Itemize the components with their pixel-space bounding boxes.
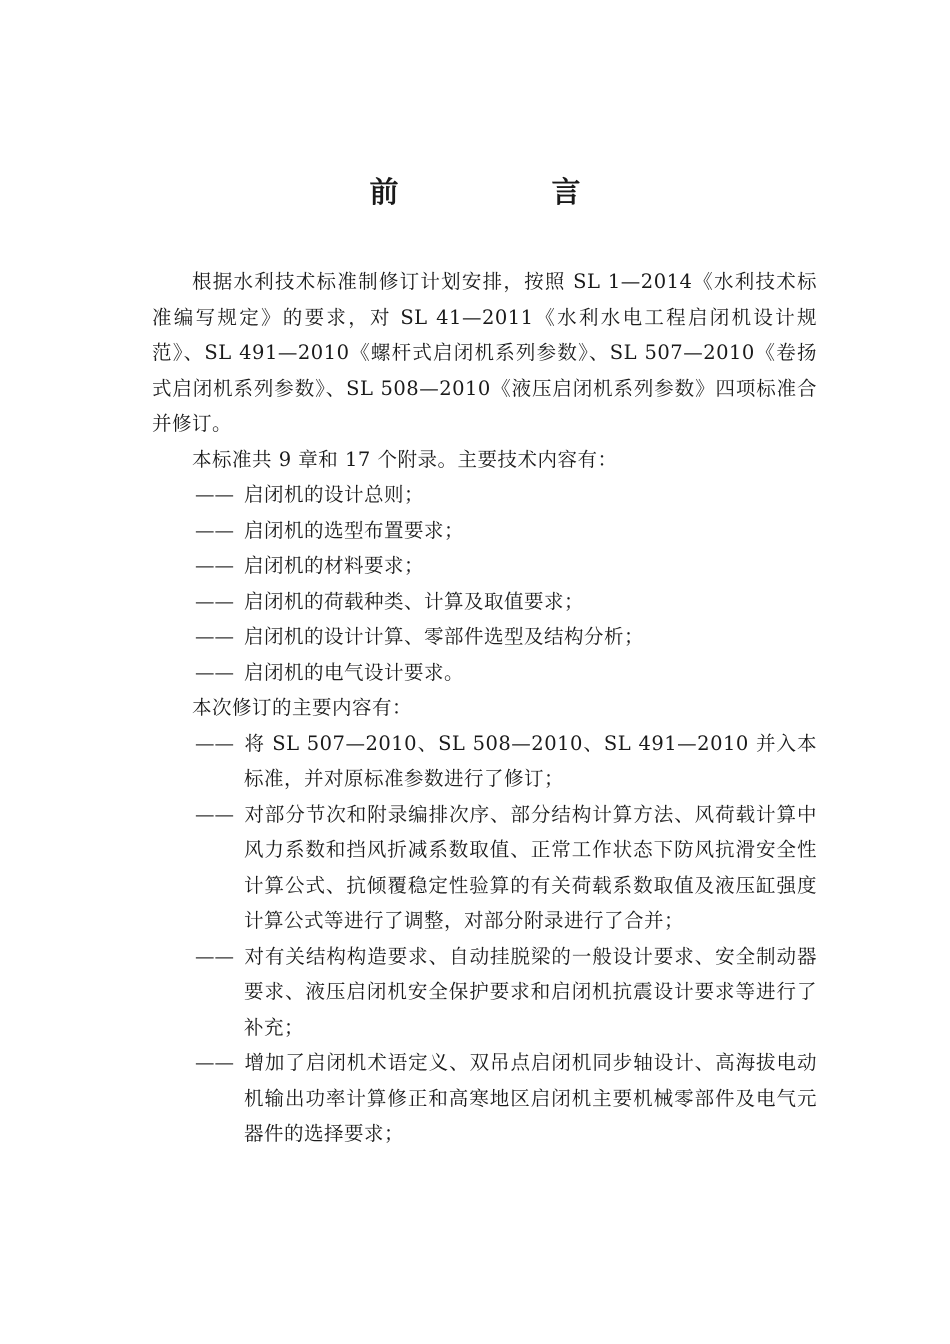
list-item bbox=[152, 1045, 817, 1152]
list-item bbox=[152, 655, 817, 691]
list-item bbox=[152, 726, 817, 797]
list-item bbox=[152, 939, 817, 1046]
revision-list bbox=[152, 726, 817, 1152]
list-item bbox=[152, 477, 817, 513]
list-item-text: 启闭机的设计总则； bbox=[244, 483, 425, 506]
dash-marker: —— bbox=[195, 731, 234, 755]
dash-marker: —— bbox=[195, 554, 234, 577]
dash-marker: —— bbox=[195, 483, 234, 506]
page-title: 前 言 bbox=[369, 175, 643, 209]
paragraph-contents-intro: 本标准共 9 章和 17 个附录。主要技术内容有： bbox=[192, 447, 618, 471]
list-item bbox=[152, 548, 817, 584]
list-item bbox=[152, 797, 817, 939]
list-item-text: 启闭机的设计计算、零部件选型及结构分析； bbox=[244, 625, 645, 648]
list-item-text: 启闭机的电气设计要求。 bbox=[244, 660, 465, 684]
list-item bbox=[152, 513, 817, 549]
paragraph-background: 根据水利技术标准制修订计划安排，按照 SL 1—2014《水利技术标准编写规定》的要求，对 SL 41—2011《水利水电工程启闭机设计规范》、SL 491—2010《螺杆式启闭机系列参数》、SL 507—2010《卷扬式启闭机系列参数》、SL 508—2010《液压启闭机系列参数》四项标准合并修订。 bbox=[152, 270, 817, 435]
dash-marker: —— bbox=[195, 518, 234, 542]
list-item-text: 对部分节次和附录编排次序、部分结构计算方法、风荷载计算中风力系数和挡风折减系数取值、正常工作状态下防风抗滑安全性计算公式、抗倾覆稳定性验算的有关荷载系数取值及液压缸强度计算公式等进行了调整，对部分附录进行了合并； bbox=[244, 802, 817, 932]
dash-marker: —— bbox=[195, 625, 234, 648]
list-item-text: 启闭机的荷载种类、计算及取值要求； bbox=[244, 589, 585, 613]
list-item-text: 对有关结构构造要求、自动挂脱梁的一般设计要求、安全制动器要求、液压启闭机安全保护要求和启闭机抗震设计要求等进行了补充； bbox=[244, 944, 817, 1039]
dash-marker: —— bbox=[195, 944, 234, 968]
list-item-text: 启闭机的选型布置要求； bbox=[244, 518, 465, 542]
contents-list bbox=[152, 477, 817, 690]
dash-marker: —— bbox=[195, 660, 234, 684]
list-item bbox=[152, 584, 817, 620]
dash-marker: —— bbox=[195, 802, 234, 826]
list-item-text: 增加了启闭机术语定义、双吊点启闭机同步轴设计、高海拔电动机输出功率计算修正和高寒地区启闭机主要机械零部件及电气元器件的选择要求； bbox=[244, 1051, 817, 1145]
list-item-text: 将 SL 507—2010、SL 508—2010、SL 491—2010 并入本标准，并对原标准参数进行了修订； bbox=[244, 731, 817, 790]
list-item bbox=[152, 619, 817, 655]
preface-body bbox=[152, 264, 817, 1152]
dash-marker: —— bbox=[195, 589, 234, 613]
list-item-text: 启闭机的材料要求； bbox=[244, 554, 425, 577]
dash-marker: —— bbox=[195, 1051, 234, 1074]
paragraph-revision-intro: 本次修订的主要内容有： bbox=[192, 696, 413, 719]
